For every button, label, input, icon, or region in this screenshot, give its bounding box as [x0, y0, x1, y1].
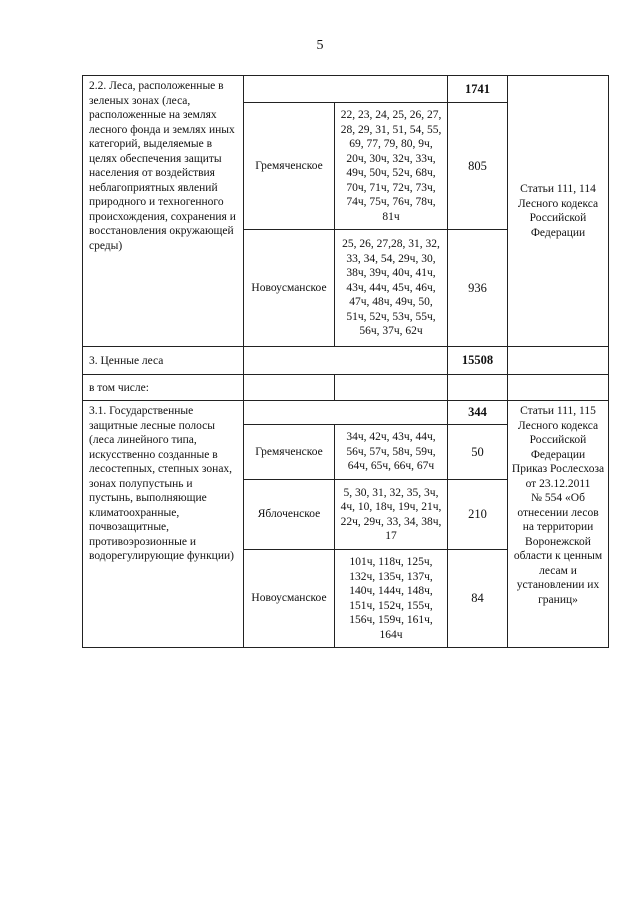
legal-basis-line: отнесении лесов — [517, 506, 599, 519]
table-row — [83, 375, 609, 401]
empty-cell — [508, 347, 609, 375]
empty-cell — [508, 375, 609, 401]
district-name: Гремяченское — [244, 103, 335, 230]
legal-basis-line: установлении их — [516, 579, 600, 591]
empty-cell — [244, 347, 448, 375]
section-3-1-total: 344 — [448, 401, 508, 425]
legal-basis-line: от 23.12.2011 — [525, 477, 591, 490]
section-2-2-total: 1741 — [448, 76, 508, 103]
table-row — [83, 76, 609, 103]
section-3-1-legal-basis — [508, 401, 609, 648]
district-name: Яблоченское — [244, 480, 335, 550]
section-3-total: 15508 — [448, 347, 508, 375]
empty-cell — [448, 375, 508, 401]
quarter-list: 101ч, 118ч, 125ч, 132ч, 135ч, 137ч, 140ч, 144ч, 148ч, 151ч, 152ч, 155ч, 156ч, 159ч, 161ч, 164ч — [335, 550, 448, 648]
section-3-1-label: 3.1. Государственные защитные лесные полосы (леса линейного типа, искусственно созданные в лесостепных, степных зонах, зонах полупустынь и пустынь, выполняющие климатоохранные, почвозащитные, противоэрозионные и водорегулирующие функции) — [83, 401, 244, 648]
page-number: 5 — [316, 38, 324, 53]
empty-cell — [244, 76, 448, 103]
section-2-2-label: 2.2. Леса, расположенные в зеленых зонах (леса, расположенные на землях лесного фонда и землях иных категорий, выделяемые в целях обеспечения защиты населения от воздействия неблагоприятных явлений природного и техногенного происхождения, сохранения и восстановления окружающей среды) — [83, 76, 244, 347]
district-name: Новоусманское — [244, 230, 335, 347]
legal-basis-line: Лесного кодекса — [517, 419, 599, 432]
legal-basis-line: границ» — [538, 593, 578, 606]
legal-basis-line: Статьи 111, 115 — [520, 405, 596, 417]
forest-table — [82, 75, 609, 648]
quarter-list: 34ч, 42ч, 43ч, 44ч, 56ч, 57ч, 58ч, 59ч, 64ч, 65ч, 66ч, 67ч — [335, 425, 448, 480]
area-value: 936 — [448, 230, 508, 347]
area-value: 210 — [448, 480, 508, 550]
quarter-list: 5, 30, 31, 32, 35, 3ч, 4ч, 10, 18ч, 19ч, 21ч, 22ч, 29ч, 33, 34, 38ч, 17 — [335, 480, 448, 550]
legal-basis-line: Воронежской — [525, 535, 591, 548]
empty-cell — [244, 401, 448, 425]
empty-cell — [335, 375, 448, 401]
district-name: Гремяченское — [244, 425, 335, 480]
legal-basis-line: № 554 «Об — [531, 492, 585, 504]
section-3-label: 3. Ценные леса — [83, 347, 244, 375]
area-value: 805 — [448, 103, 508, 230]
legal-basis-line: на территории — [522, 521, 594, 533]
quarter-list: 25, 26, 27,28, 31, 32, 33, 34, 54, 29ч, 30, 38ч, 39ч, 40ч, 41ч, 43ч, 44ч, 45ч, 46ч, 47ч, 48ч, 49ч, 50, 51ч, 52ч, 53ч, 55ч, 56ч, 37ч, 62ч — [335, 230, 448, 347]
district-name: Новоусманское — [244, 550, 335, 648]
table-row — [83, 347, 609, 375]
quarter-list: 22, 23, 24, 25, 26, 27, 28, 29, 31, 51, 54, 55, 69, 77, 79, 80, 9ч, 20ч, 30ч, 32ч, 33ч, 49ч, 50ч, 52ч, 68ч, 70ч, 71ч, 72ч, 73ч, 74ч, 75ч, 76ч, 78ч, 81ч — [335, 103, 448, 230]
legal-basis-line: области к ценным — [513, 550, 603, 562]
legal-basis-line: Приказ Рослесхоза — [511, 463, 605, 475]
legal-basis-line: Федерации — [530, 448, 586, 461]
area-value: 50 — [448, 425, 508, 480]
legal-basis-line: лесам и — [539, 564, 577, 577]
empty-cell — [244, 375, 335, 401]
table-row — [83, 401, 609, 425]
legal-basis-line: Российской — [529, 434, 587, 446]
including-label: в том числе: — [83, 375, 244, 401]
section-2-2-legal-basis: Статьи 111, 114 Лесного кодекса Российской Федерации — [508, 76, 609, 347]
area-value: 84 — [448, 550, 508, 648]
